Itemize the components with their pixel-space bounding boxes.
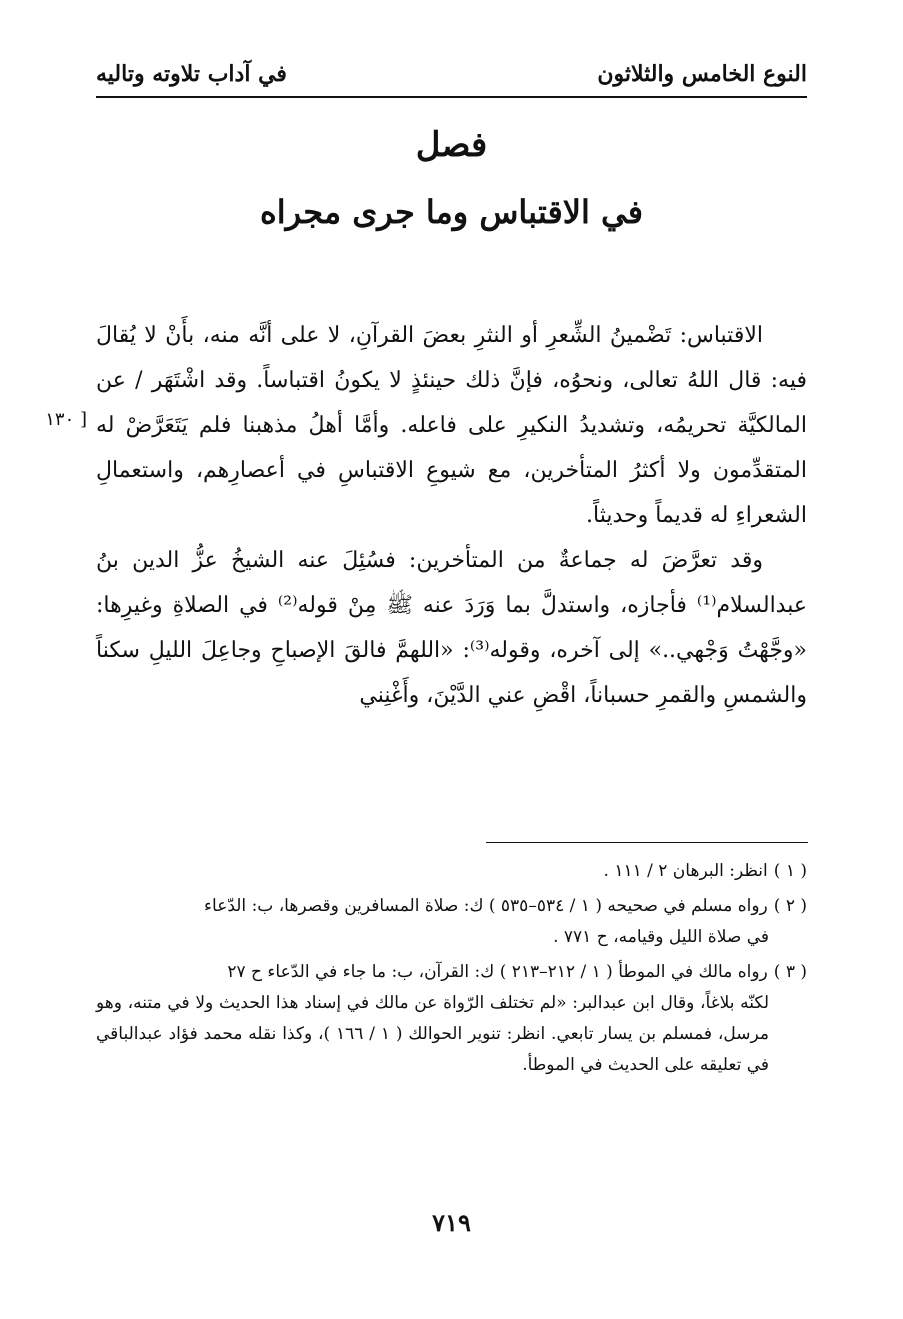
manuscript-page-marker: [ ١٣٠	[45, 409, 87, 430]
footnote-3	[96, 957, 807, 1081]
section-title: فصل	[415, 125, 488, 165]
footnote-number: ( ٣ )	[773, 962, 807, 982]
body-text	[96, 313, 807, 718]
footnote-1	[96, 856, 807, 887]
paragraph-1-part-2: اشْتَهَر / عن المالكيَّة تحريمُه، وتشديدُ النكيرِ على فاعله. وأمَّا أهلُ مذهبنا فلم يَتَعَرَّضْ له المتقدِّمون ولا أكثرُ المتأخرين، مع شيوعِ الاقتباسِ في أعصارِهم، واستعمالِ الشعراءِ له قديماً وحديثاً.	[96, 368, 807, 528]
header-chapter-title: النوع الخامس والثلاثون	[597, 61, 807, 87]
footnote-text: رواه مالك في الموطأ ( ١ / ٢١٢–٢١٣ ) ك: القرآن، ب: ما جاء في الدّعاء ح ٢٧	[227, 962, 768, 982]
footnote-continuation: في صلاة الليل وقيامه، ح ٧٧١ .	[553, 927, 769, 947]
paragraph-1	[96, 313, 807, 538]
footnote-text: رواه مسلم في صحيحه ( ١ / ٥٣٤–٥٣٥ ) ك: صلاة المسافرين وقصرها، ب: الدّعاء	[204, 896, 768, 916]
paragraph-1-part-1: الاقتباس: تَضْمينُ الشِّعرِ أو النثرِ بعضَ القرآنِ، لا على أنَّه منه، بأَنْ لا يُقالَ فيه: قال اللهُ تعالى، ونحوُه، فإنَّ ذلك حينئذٍ لا يكونُ اقتباساً. وقد	[96, 323, 807, 393]
footnote-rule	[486, 842, 808, 843]
footnote-number: ( ١ )	[773, 861, 807, 881]
footnotes	[96, 856, 807, 1085]
page-number: ٧١٩	[432, 1208, 471, 1237]
footnote-text: انظر: البرهان ٢ / ١١١ .	[603, 861, 768, 881]
footnote-number: ( ٢ )	[773, 896, 807, 916]
footnote-2	[96, 891, 807, 953]
header-section-title: في آداب تلاوته وتاليه	[96, 61, 287, 87]
header-rule	[96, 96, 807, 98]
section-subtitle: في الاقتباس وما جرى مجراه	[259, 193, 644, 231]
running-header	[96, 54, 807, 94]
footnote-continuation: لكنّه بلاغاً، وقال ابن عبدالبر: «لم تختلف الرّواة عن مالك في إسناد هذا الحديث ولا في متنه، وهو مرسل، فمسلم بن يسار تابعي. انظر: تنوير الحوالك ( ١ / ١٦٦ )، وكذا نقله محمد فؤاد عبدالباقي في تعليقه على الحديث في الموطأ.	[96, 993, 769, 1075]
paragraph-2: وقد تعرَّضَ له جماعةٌ من المتأخرين: فسُئِلَ عنه الشيخُ عزُّ الدين بنُ عبدالسلام⁽¹⁾ فأجازه، واستدلَّ بما وَرَدَ عنه ﷺ مِنْ قوله⁽²⁾ في الصلاةِ وغيرِها: «وجَّهْتُ وَجْهي..» إلى آخره، وقوله⁽³⁾: «اللهمَّ فالقَ الإصباحِ وجاعِلَ الليلِ سكناً والشمسِ والقمرِ حسباناً، اقْضِ عني الدَّيْنَ، وأَغْنِني	[96, 548, 807, 708]
